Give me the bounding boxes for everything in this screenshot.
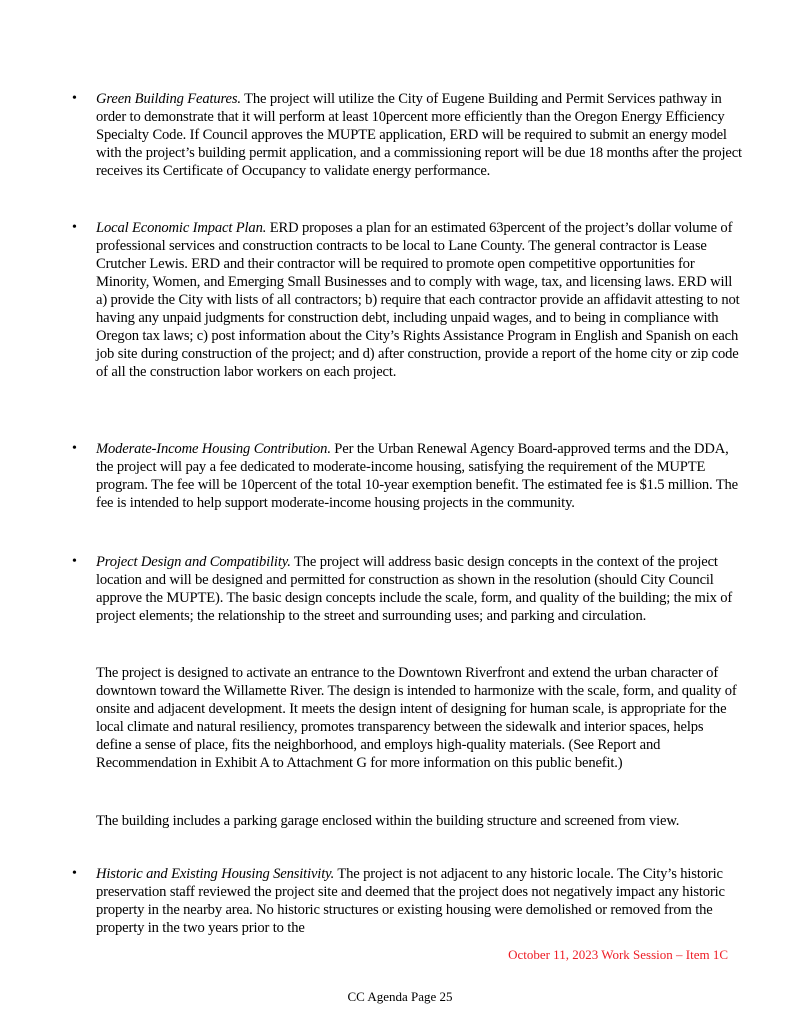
bullet-text (96, 219, 742, 381)
bullet-icon: • (72, 220, 77, 235)
bullet-body: The project will address basic design concepts in the context of the project location and will be designed and permitted for construction as shown in the resolution (should City Council approve the MUPTE). The basic design concepts include the scale, form, and quality of the building; the mix of project elements; the relationship to the street and surrounding uses; and parking and circulation. (96, 554, 733, 624)
bullet-text (96, 440, 742, 512)
parking-paragraph: The building includes a parking garage enclosed within the building structure and screened from view. (96, 813, 680, 829)
bullet-moderate-income-housing (72, 440, 742, 512)
bullet-body: The project will utilize the City of Eugene Building and Permit Services pathway in order to demonstrate that it will perform at least 10percent more efficiently than the Oregon Energy Efficiency Specialty Code. If Council approves the MUPTE application, ERD will be required to submit an energy model with the project’s building permit application, and a commissioning report will be due 18 months after the project receives its Certificate of Occupancy to validate energy performance. (96, 91, 742, 179)
bullet-body: ERD proposes a plan for an estimated 63percent of the project’s dollar volume of professional services and construction contracts to be local to Lane County. The general contractor is Lease Crutcher Lewis. ERD and their contractor will be required to promote open competitive opportunities for Minority, Women, and Emerging Small Businesses and to comply with wage, tax, and licensing laws. ERD will a) provide the City with lists of all contractors; b) require that each contractor provide an affidavit attesting to not having any unpaid judgments for construction debt, including unpaid wages, and to being in compliance with Oregon tax laws; c) post information about the City’s Rights Assistance Program in English and Spanish on each job site during construction of the project; and d) after construction, provide a report of the home city or zip code of all the construction labor workers on each project. (96, 220, 740, 380)
bullet-heading: Moderate-Income Housing Contribution. (96, 441, 331, 457)
bullet-icon: • (72, 441, 77, 456)
bullet-heading: Local Economic Impact Plan. (96, 220, 267, 236)
bullet-icon: • (72, 866, 77, 881)
page-number: CC Agenda Page 25 (347, 989, 453, 1004)
bullet-text (96, 865, 742, 937)
session-footer: October 11, 2023 Work Session – Item 1C (508, 947, 728, 962)
bullet-text (96, 553, 742, 625)
bullet-project-design (72, 553, 742, 625)
bullet-historic-housing (72, 865, 742, 937)
bullet-icon: • (72, 554, 77, 569)
bullet-green-building (72, 90, 742, 180)
bullet-heading: Historic and Existing Housing Sensitivity. (96, 866, 335, 882)
bullet-body: The project is not adjacent to any historic locale. The City’s historic preservation staff reviewed the project site and deemed that the project does not negatively impact any historic property in the nearby area. No historic structures or existing housing were demolished or removed from the property in the two years prior to the (96, 866, 725, 936)
bullet-heading: Green Building Features. (96, 91, 241, 107)
design-paragraph: The project is designed to activate an entrance to the Downtown Riverfront and extend the urban character of downtown toward the Willamette River. The design is intended to harmonize with the scale, form, and quality of onsite and adjacent development. It meets the design intent of designing for human scale, is appropriate for the local climate and natural resiliency, promotes transparency between the sidewalk and interior spaces, helps define a sense of place, fits the neighborhood, and employs high-quality materials. (See Report and Recommendation in Exhibit A to Attachment G for more information on this public benefit.) (96, 665, 737, 771)
bullet-heading: Project Design and Compatibility. (96, 554, 291, 570)
bullet-local-economic-impact (72, 219, 742, 381)
bullet-text (96, 90, 742, 180)
bullet-body: Per the Urban Renewal Agency Board-approved terms and the DDA, the project will pay a fee dedicated to moderate-income housing, satisfying the requirement of the MUPTE program. The fee will be 10percent of the total 10-year exemption benefit. The estimated fee is $1.5 million. The fee is intended to help support moderate-income housing projects in the community. (96, 441, 738, 511)
bullet-icon: • (72, 91, 77, 106)
